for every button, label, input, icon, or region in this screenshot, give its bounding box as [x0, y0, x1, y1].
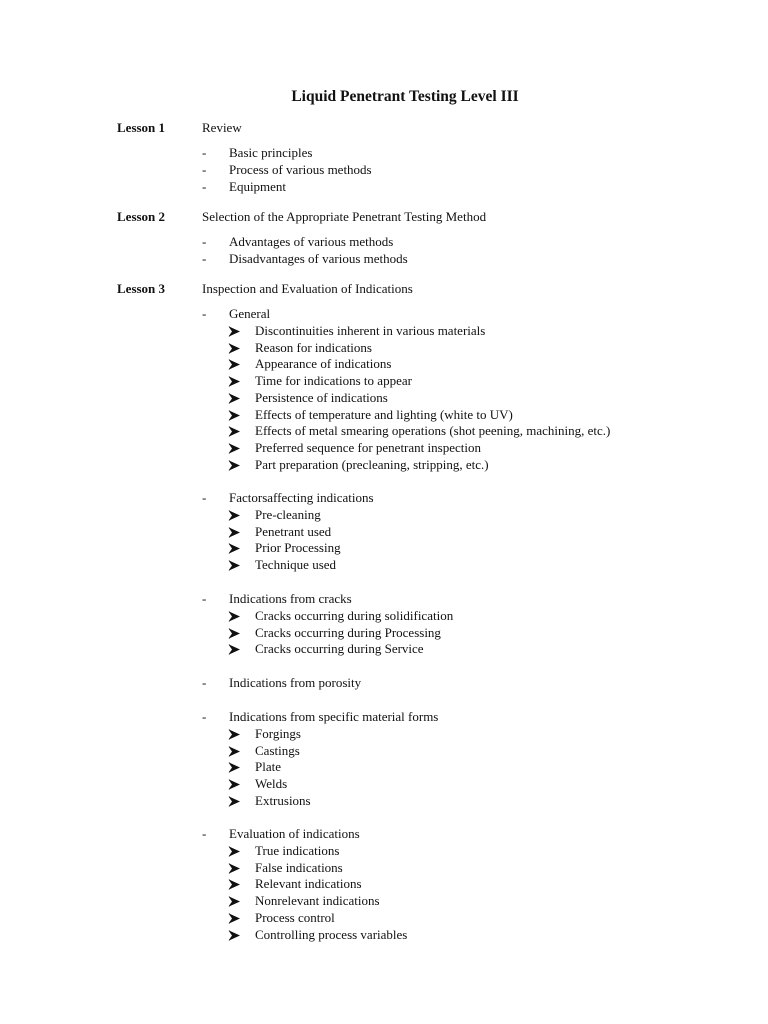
outline-subitem: Preferred sequence for penetrant inspection	[255, 440, 481, 455]
outline-subitem: Penetrant used	[255, 523, 332, 539]
outline-item: General	[229, 306, 271, 321]
outline-subitem: Forgings	[255, 725, 301, 741]
dash-bullet: -	[202, 826, 207, 841]
arrow-bullet-icon	[228, 743, 241, 757]
outline-subitem: Plate	[255, 759, 281, 775]
lesson-topic: Inspection and Evaluation of Indications	[202, 281, 413, 296]
outline-subitem: Pre-cleaning	[255, 506, 321, 522]
outline-subitem: Relevant indications	[255, 876, 362, 892]
arrow-bullet-icon	[228, 356, 241, 370]
dash-bullet: -	[202, 490, 207, 505]
outline-subitem: Cracks occurring during Service	[255, 641, 424, 657]
arrow-bullet-icon	[228, 641, 241, 655]
outline-subitem: Technique used	[255, 557, 337, 572]
dash-bullet: -	[202, 145, 207, 160]
outline-subitem: Controlling process variables	[255, 926, 408, 942]
arrow-bullet-icon	[228, 423, 241, 437]
arrow-bullet-icon	[228, 843, 241, 857]
outline-subitem: Discontinuities inherent in various materials	[255, 322, 486, 338]
outline-subitem: Time for indications to appear	[255, 373, 412, 388]
outline-item: Basic principles	[229, 145, 313, 160]
arrow-bullet-icon	[228, 507, 241, 521]
outline-subitem: Reason for indications	[255, 339, 372, 355]
dash-bullet: -	[202, 250, 207, 266]
arrow-bullet-icon	[228, 625, 241, 639]
outline-item: Process of various methods	[229, 161, 372, 177]
arrow-bullet-icon	[228, 373, 241, 387]
arrow-bullet-icon	[228, 876, 241, 890]
outline-subitem: Nonrelevant indications	[255, 893, 380, 908]
arrow-bullet-icon	[228, 524, 241, 538]
arrow-bullet-icon	[228, 323, 241, 337]
outline-item: Factorsaffecting indications	[229, 490, 374, 505]
arrow-bullet-icon	[228, 340, 241, 354]
outline-subitem: Cracks occurring during Processing	[255, 624, 441, 640]
arrow-bullet-icon	[228, 540, 241, 554]
outline-subitem: Extrusions	[255, 792, 311, 808]
lesson-label: Lesson 3	[117, 281, 166, 296]
arrow-bullet-icon	[228, 759, 241, 773]
arrow-bullet-icon	[228, 910, 241, 924]
arrow-bullet-icon	[228, 927, 241, 941]
dash-bullet: -	[202, 591, 207, 606]
dash-bullet: -	[202, 306, 207, 321]
arrow-bullet-icon	[228, 893, 241, 907]
outline-subitem: False indications	[255, 859, 343, 875]
dash-bullet: -	[202, 161, 207, 177]
arrow-bullet-icon	[228, 608, 241, 622]
dash-bullet: -	[202, 234, 207, 249]
arrow-bullet-icon	[228, 440, 241, 454]
arrow-bullet-icon	[228, 726, 241, 740]
outline-subitem: Process control	[255, 909, 335, 925]
outline-subitem: Prior Processing	[255, 540, 341, 556]
outline-item: Indications from cracks	[229, 591, 352, 606]
lesson-label: Lesson 1	[117, 120, 166, 135]
lesson-label: Lesson 2	[117, 209, 166, 224]
arrow-bullet-icon	[228, 860, 241, 874]
dash-bullet: -	[202, 178, 207, 194]
arrow-bullet-icon	[228, 776, 241, 790]
outline-subitem: Cracks occurring during solidification	[255, 607, 454, 623]
arrow-bullet-icon	[228, 390, 241, 404]
outline-item: Disadvantages of various methods	[229, 250, 408, 266]
dash-bullet: -	[202, 709, 207, 724]
outline-subitem: Appearance of indications	[255, 356, 392, 372]
outline-subitem: Effects of temperature and lighting (white to UV)	[255, 406, 513, 422]
arrow-bullet-icon	[228, 793, 241, 807]
outline-subitem: Welds	[255, 776, 288, 791]
page-title: Liquid Penetrant Testing Level III	[291, 88, 519, 105]
outline-item: Indications from porosity	[229, 675, 362, 690]
outline-item: Advantages of various methods	[229, 234, 394, 249]
outline-subitem: True indications	[255, 842, 340, 858]
outline-subitem: Castings	[255, 742, 300, 758]
outline-subitem: Persistence of indications	[255, 389, 388, 405]
dash-bullet: -	[202, 675, 207, 690]
arrow-bullet-icon	[228, 407, 241, 421]
lesson-topic: Review	[202, 120, 242, 135]
arrow-bullet-icon	[228, 457, 241, 471]
arrow-bullet-icon	[228, 557, 241, 571]
outline-item: Equipment	[229, 178, 287, 194]
outline-subitem: Part preparation (precleaning, stripping, etc.)	[255, 456, 489, 472]
outline-subitem: Effects of metal smearing operations (shot peening, machining, etc.)	[255, 423, 611, 439]
outline-item: Indications from specific material forms	[229, 709, 439, 724]
lesson-topic: Selection of the Appropriate Penetrant Testing Method	[202, 209, 487, 224]
outline-item: Evaluation of indications	[229, 826, 360, 841]
